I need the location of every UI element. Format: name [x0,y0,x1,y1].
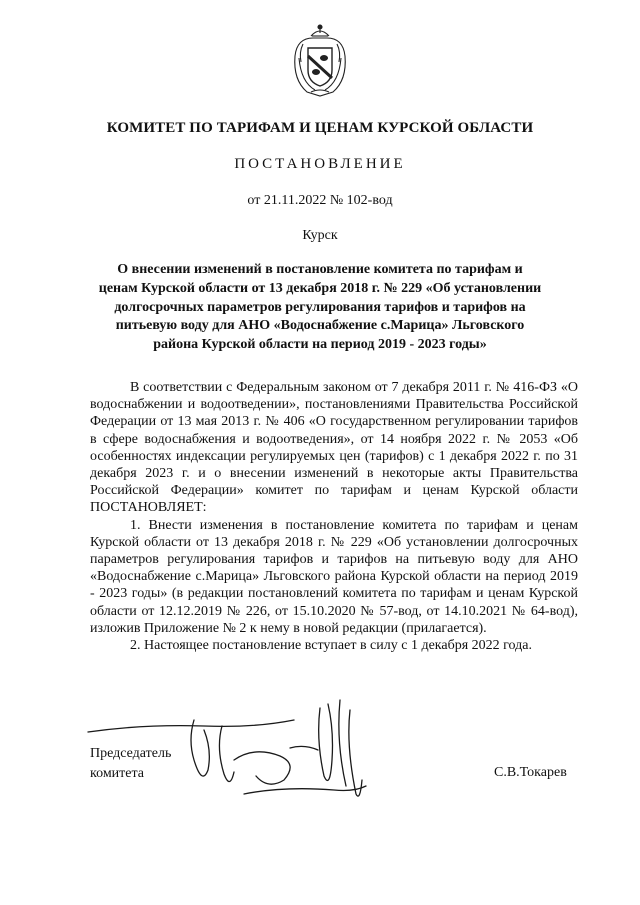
signatory-position-line-1: Председатель [90,746,172,761]
signatory-position [90,744,171,784]
signatory-name: С.В.Токарев [494,765,567,780]
document-date-number: от 21.11.2022 № 102-вод [247,193,393,208]
preamble-paragraph: В соответствии с Федеральным законом от 7 декабря 2011 г. № 416-ФЗ «О водоснабжении и водоотведении», постановлениями Правительства Российской Федерации от 13 мая 2013 г. № 406 «О государственном регулировании тарифов в сфере водоснабжения и водоотведения», от 14 ноября 2022 г. № 2053 «Об особенностях индексации регулируемых цен (тарифов) с 1 декабря 2022 г. по 31 декабря 2023 г. и о внесении изменений в некоторые акты Правительства Российской Федерации» комитет по тарифам и ценам Курской области ПОСТАНОВЛЯЕТ: [90,380,578,516]
document-subject: О внесении изменений в постановление комитета по тарифам и ценам Курской области от 13 декабря 2018 г. № 229 «Об установлении долгосрочных параметров регулирования тарифов и тарифов на питьевую воду для АНО «Водоснабжение с.Марица» Льговского района Курской области на период 2019 - 2023 годы» [98,262,542,353]
item-2-paragraph: 2. Настоящее постановление вступает в силу с 1 декабря 2022 года. [130,638,532,654]
document-type: ПОСТАНОВЛЕНИЕ [234,156,406,172]
coat-of-arms-icon [289,22,351,98]
signatory-position-line-2: комитета [90,766,145,781]
item-1-paragraph: 1. Внести изменения в постановление комитета по тарифам и ценам Курской области от 13 декабря 2018 г. № 229 «Об установлении долгосрочных параметров регулирования тарифов и тарифов на питьевую воду для АНО «Водоснабжение с.Марица» Льговского района Курской области на период 2019 - 2023 годы» (в редакции постановлений комитета по тарифам и ценам Курской области от 12.12.2019 № 226, от 15.10.2020 № 57-вод, от 14.10.2021 № 64-вод), изложив Приложение № 2 к нему в новой редакции (прилагается). [90,517,578,636]
committee-title: КОМИТЕТ ПО ТАРИФАМ И ЦЕНАМ КУРСКОЙ ОБЛАСТИ [106,120,534,136]
document-body [90,379,578,654]
document-city: Курск [302,228,338,243]
